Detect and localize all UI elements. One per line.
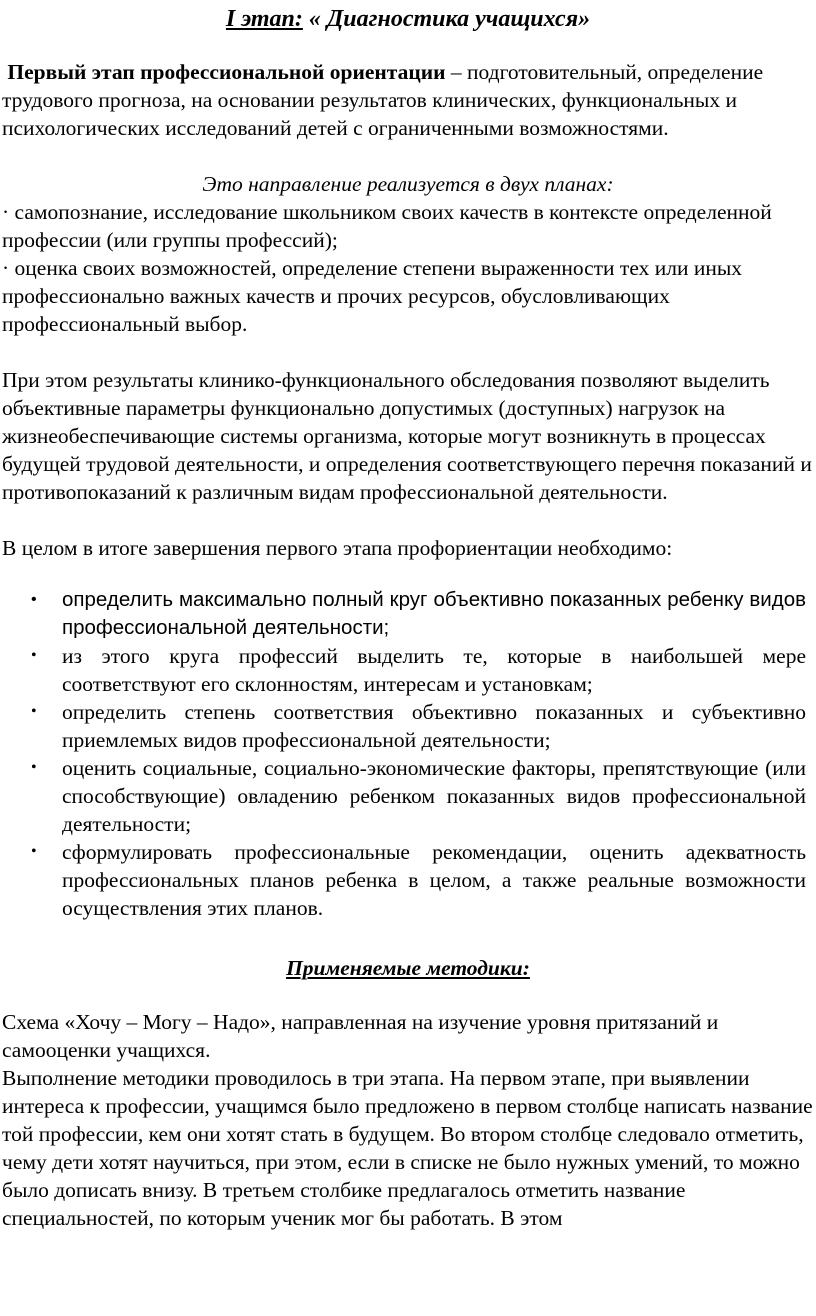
title-stage: I этап: xyxy=(225,6,303,32)
intro-text: – подготовительный, определение трудового прогноза, на основании результатов клинических, функциональных и психологических исследований детей с ограниченными возможностями. xyxy=(2,60,764,140)
methods-title: Применяемые методики: xyxy=(286,956,530,980)
list-item: • определить степень соответствия объективно показанных и субъективно приемлемых видов профессиональной деятельности; xyxy=(2,698,814,754)
intro-bold-term: Первый этап профессиональной ориентации xyxy=(7,60,446,84)
intro-paragraph xyxy=(2,58,814,142)
plan-item-1: · самопознание, исследование школьником своих качеств в контексте определенной профессии (или группы профессий); xyxy=(2,200,772,252)
list-item: • оценить социальные, социально-экономические факторы, препятствующие (или способствующие) овладению ребенком показанных видов профессиональной деятельности; xyxy=(2,754,814,838)
results-paragraph: При этом результаты клинико-функционального обследования позволяют выделить объективные параметры функционально допустимых (доступных) нагрузок на жизнеобеспечивающие системы организма, которые могут возникнуть в процессах будущей трудовой деятельности, и определения соответствующего перечня показаний и противопоказаний к различным видам профессиональной деятельности. xyxy=(2,368,812,504)
goal-paragraph: В целом в итоге завершения первого этапа профориентации необходимо: xyxy=(2,536,673,560)
method-paragraph: Выполнение методики проводилось в три этапа. На первом этапе, при выявлении интереса к профессии, учащимся было предложено в первом столбце написать название той профессии, кем они хотят стать в будущем. Во втором столбце следовало отметить, чему дети хотят научиться, при этом, если в списке не было нужных умений, то можно было дописать внизу. В третьем столбике предлагалось отметить название специальностей, по которым ученик мог бы работать. В этом xyxy=(2,1066,813,1230)
list-item: • определить максимально полный круг объективно показанных ребенку видов профессиональной деятельности; xyxy=(2,586,814,642)
list-item: • сформулировать профессиональные рекомендации, оценить адекватность профессиональных планов ребенка в целом, а также реальные возможности осуществления этих планов. xyxy=(2,838,814,922)
page-title xyxy=(2,0,814,34)
title-name: « Диагностика учащихся» xyxy=(302,6,591,32)
goal-list xyxy=(2,586,814,922)
list-item: • из этого круга профессий выделить те, которые в наибольшей мере соответствуют его склонностям, интересам и установкам; xyxy=(2,642,814,698)
schema-paragraph: Схема «Хочу – Могу – Надо», направленная на изучение уровня притязаний и самооценки учащихся. xyxy=(2,1010,719,1062)
plans-heading: Это направление реализуется в двух планах: xyxy=(202,172,614,196)
plan-item-2: · оценка своих возможностей, определение степени выраженности тех или иных профессионально важных качеств и прочих ресурсов, обусловливающих профессиональный выбор. xyxy=(2,256,743,336)
